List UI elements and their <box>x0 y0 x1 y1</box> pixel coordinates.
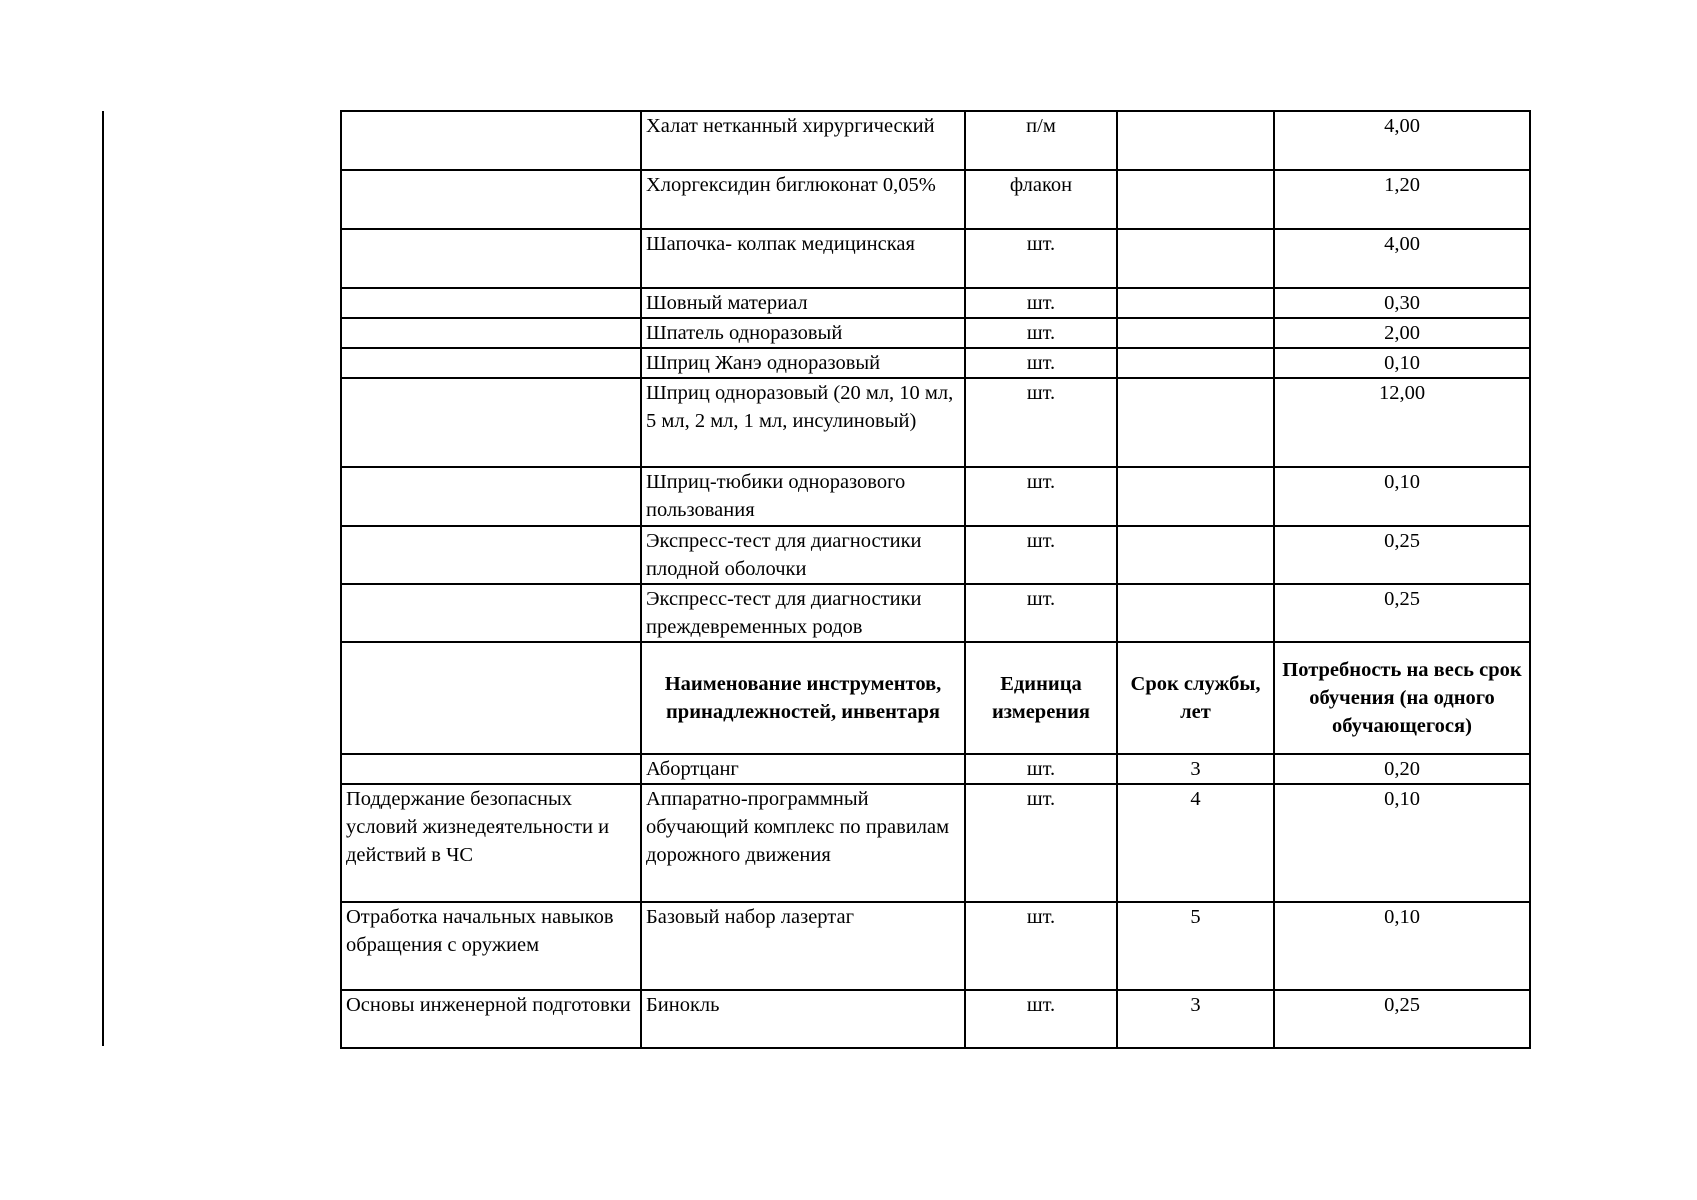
cell-requirement: 0,25 <box>1274 584 1530 642</box>
cell-service-life <box>1117 229 1274 288</box>
cell-requirement: 0,10 <box>1274 348 1530 378</box>
cell-unit: шт. <box>965 467 1117 526</box>
cell-unit: шт. <box>965 754 1117 784</box>
cell-item-name: Хлоргексидин биглюконат 0,05% <box>641 170 965 229</box>
header-item-name: Наименование инструментов, принадлежностей, инвентаря <box>641 642 965 754</box>
cell-service-life <box>1117 288 1274 318</box>
table-row <box>341 348 1530 378</box>
cell-service-life <box>1117 348 1274 378</box>
cell-unit: шт. <box>965 348 1117 378</box>
table-row <box>341 784 1530 902</box>
cell-requirement: 0,30 <box>1274 288 1530 318</box>
cell-section <box>341 348 641 378</box>
cell-requirement: 4,00 <box>1274 229 1530 288</box>
cell-requirement: 0,20 <box>1274 754 1530 784</box>
table-row <box>341 229 1530 288</box>
header-section <box>341 642 641 754</box>
cell-section <box>341 467 641 526</box>
cell-requirement: 0,10 <box>1274 467 1530 526</box>
cell-service-life: 3 <box>1117 754 1274 784</box>
cell-item-name: Экспресс-тест для диагностики преждевременных родов <box>641 584 965 642</box>
cell-unit: шт. <box>965 990 1117 1048</box>
cell-service-life <box>1117 378 1274 467</box>
cell-unit: шт. <box>965 318 1117 348</box>
cell-unit: флакон <box>965 170 1117 229</box>
cell-section <box>341 754 641 784</box>
cell-service-life <box>1117 111 1274 170</box>
cell-service-life: 4 <box>1117 784 1274 902</box>
cell-section <box>341 111 641 170</box>
cell-requirement: 2,00 <box>1274 318 1530 348</box>
cell-section: Отработка начальных навыков обращения с оружием <box>341 902 641 990</box>
table-row <box>341 754 1530 784</box>
cell-item-name: Шапочка- колпак медицинская <box>641 229 965 288</box>
cell-unit: шт. <box>965 784 1117 902</box>
cell-item-name: Шпатель одноразовый <box>641 318 965 348</box>
cell-unit: шт. <box>965 902 1117 990</box>
cell-unit: шт. <box>965 229 1117 288</box>
cell-requirement: 0,25 <box>1274 990 1530 1048</box>
cell-section <box>341 584 641 642</box>
cell-requirement: 4,00 <box>1274 111 1530 170</box>
cell-section <box>341 526 641 584</box>
cell-unit: шт. <box>965 526 1117 584</box>
cell-section <box>341 170 641 229</box>
cell-requirement: 12,00 <box>1274 378 1530 467</box>
cell-item-name: Халат нетканный хирургический <box>641 111 965 170</box>
cell-service-life <box>1117 170 1274 229</box>
header-unit: Единица измерения <box>965 642 1117 754</box>
cell-unit: шт. <box>965 584 1117 642</box>
table-row <box>341 288 1530 318</box>
cell-service-life <box>1117 467 1274 526</box>
cell-item-name: Шприц Жанэ одноразовый <box>641 348 965 378</box>
cell-section: Поддержание безопасных условий жизнедеятельности и действий в ЧС <box>341 784 641 902</box>
cell-service-life <box>1117 526 1274 584</box>
table-row <box>341 526 1530 584</box>
cell-item-name: Абортцанг <box>641 754 965 784</box>
equipment-table <box>340 110 1531 1049</box>
cell-unit: шт. <box>965 288 1117 318</box>
cell-service-life <box>1117 318 1274 348</box>
cell-requirement: 0,10 <box>1274 902 1530 990</box>
cell-service-life <box>1117 584 1274 642</box>
header-service-life: Срок службы, лет <box>1117 642 1274 754</box>
table-row <box>341 467 1530 526</box>
cell-service-life: 5 <box>1117 902 1274 990</box>
cell-item-name: Экспресс-тест для диагностики плодной оболочки <box>641 526 965 584</box>
table-header-row <box>341 642 1530 754</box>
cell-requirement: 1,20 <box>1274 170 1530 229</box>
cell-item-name: Шприц одноразовый (20 мл, 10 мл, 5 мл, 2 мл, 1 мл, инсулиновый) <box>641 378 965 467</box>
header-requirement: Потребность на весь срок обучения (на одного обучающегося) <box>1274 642 1530 754</box>
cell-item-name: Бинокль <box>641 990 965 1048</box>
table-row <box>341 902 1530 990</box>
cell-section <box>341 288 641 318</box>
table-row <box>341 584 1530 642</box>
cell-unit: п/м <box>965 111 1117 170</box>
cell-section <box>341 378 641 467</box>
cell-item-name: Базовый набор лазертаг <box>641 902 965 990</box>
cell-section: Основы инженерной подготовки <box>341 990 641 1048</box>
cell-item-name: Шприц-тюбики одноразового пользования <box>641 467 965 526</box>
cell-unit: шт. <box>965 378 1117 467</box>
cell-item-name: Аппаратно-программный обучающий комплекс по правилам дорожного движения <box>641 784 965 902</box>
cell-item-name: Шовный материал <box>641 288 965 318</box>
cell-requirement: 0,25 <box>1274 526 1530 584</box>
cell-requirement: 0,10 <box>1274 784 1530 902</box>
cell-service-life: 3 <box>1117 990 1274 1048</box>
table-row <box>341 990 1530 1048</box>
table-row <box>341 378 1530 467</box>
table-row <box>341 318 1530 348</box>
table-row <box>341 111 1530 170</box>
left-margin-rule <box>102 111 104 1046</box>
cell-section <box>341 318 641 348</box>
table-row <box>341 170 1530 229</box>
cell-section <box>341 229 641 288</box>
